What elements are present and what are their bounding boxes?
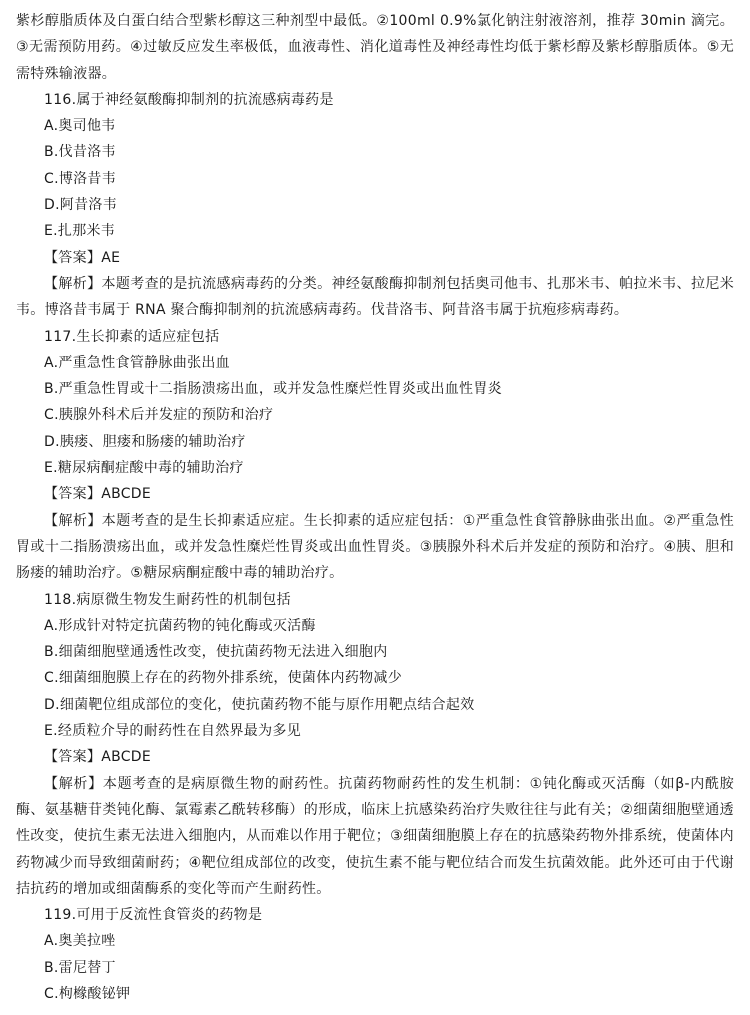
option-c: C.细菌细胞膜上存在的药物外排系统，使菌体内药物减少 xyxy=(44,670,403,687)
option-e: E.经质粒介导的耐药性在自然界最为多见 xyxy=(44,723,301,740)
question-119 xyxy=(16,902,734,1007)
option-c: C.胰腺外科术后并发症的预防和治疗 xyxy=(44,407,274,424)
option-c: C.博洛昔韦 xyxy=(44,170,117,187)
option-d: D.细菌靶位组成部位的变化，使抗菌药物不能与原作用靶点结合起效 xyxy=(44,696,475,713)
answer-line: 【答案】ABCDE xyxy=(44,749,152,766)
question-stem: 119.可用于反流性食管炎的药物是 xyxy=(44,907,263,924)
option-a: A.奥司他韦 xyxy=(44,118,116,135)
question-stem: 116.属于神经氨酸酶抑制剂的抗流感病毒药是 xyxy=(44,91,334,108)
answer-line: 【答案】ABCDE xyxy=(44,486,152,503)
analysis-paragraph: 【解析】本题考查的是病原微生物的耐药性。抗菌药物耐药性的发生机制：①钝化酶或灭活酶（如β-内酰胺酶、氨基糖苷类钝化酶、氯霉素乙酰转移酶）的形成，临床上抗感染药治疗失败往往与此有关；②细菌细胞壁通透性改变，使抗生素无法进入细胞内，从而难以作用于靶位；③细菌细胞膜上存在的抗感染药物外排系统，使菌体内药物减少而导致细菌耐药；④靶位组成部位的改变，使抗生素不能与靶位结合而发生抗菌效能。此外还可由于代谢拮抗药的增加或细菌酶系的变化等而产生耐药性。 xyxy=(16,775,734,897)
analysis-paragraph: 【解析】本题考查的是生长抑素适应症。生长抑素的适应症包括：①严重急性食管静脉曲张出血。②严重急性胃或十二指肠溃疡出血，或并发急性糜烂性胃炎或出血性胃炎。③胰腺外科术后并发症的预防和治疗。④胰、胆和肠瘘的辅助治疗。⑤糖尿病酮症酸中毒的辅助治疗。 xyxy=(16,512,734,582)
option-e: E.糖尿病酮症酸中毒的辅助治疗 xyxy=(44,460,244,477)
option-a: A.形成针对特定抗菌药物的钝化酶或灭活酶 xyxy=(44,617,316,634)
option-d: D.阿昔洛韦 xyxy=(44,197,118,214)
option-b: B.细菌细胞壁通透性改变，使抗菌药物无法进入细胞内 xyxy=(44,644,388,661)
option-b: B.严重急性胃或十二指肠溃疡出血，或并发急性糜烂性胃炎或出血性胃炎 xyxy=(44,381,502,398)
option-d: D.胰瘘、胆瘘和肠瘘的辅助治疗 xyxy=(44,433,246,450)
option-b: B.伐昔洛韦 xyxy=(44,144,116,161)
option-e: E.扎那米韦 xyxy=(44,223,116,240)
question-118 xyxy=(16,587,734,903)
question-stem: 118.病原微生物发生耐药性的机制包括 xyxy=(44,591,291,608)
option-c: C.枸橼酸铋钾 xyxy=(44,985,131,1002)
question-116 xyxy=(16,87,734,324)
option-a: A.奥美拉唑 xyxy=(44,933,116,950)
option-b: B.雷尼替丁 xyxy=(44,959,116,976)
answer-line: 【答案】AE xyxy=(44,249,121,266)
intro-paragraph: 紫杉醇脂质体及白蛋白结合型紫杉醇这三种剂型中最低。②100ml 0.9%氯化钠注射液溶剂，推荐 30min 滴完。③无需预防用药。④过敏反应发生率极低，血液毒性、消化道毒性及神经毒性均低于紫杉醇及紫杉醇脂质体。⑤无需特殊输液器。 xyxy=(16,13,734,82)
question-stem: 117.生长抑素的适应症包括 xyxy=(44,328,220,345)
option-a: A.严重急性食管静脉曲张出血 xyxy=(44,354,230,371)
question-117 xyxy=(16,324,734,587)
analysis-paragraph: 【解析】本题考查的是抗流感病毒药的分类。神经氨酸酶抑制剂包括奥司他韦、扎那米韦、帕拉米韦、拉尼米韦。博洛昔韦属于 RNA 聚合酶抑制剂的抗流感病毒药。伐昔洛韦、阿昔洛韦属于抗疱疹病毒药。 xyxy=(16,275,734,319)
